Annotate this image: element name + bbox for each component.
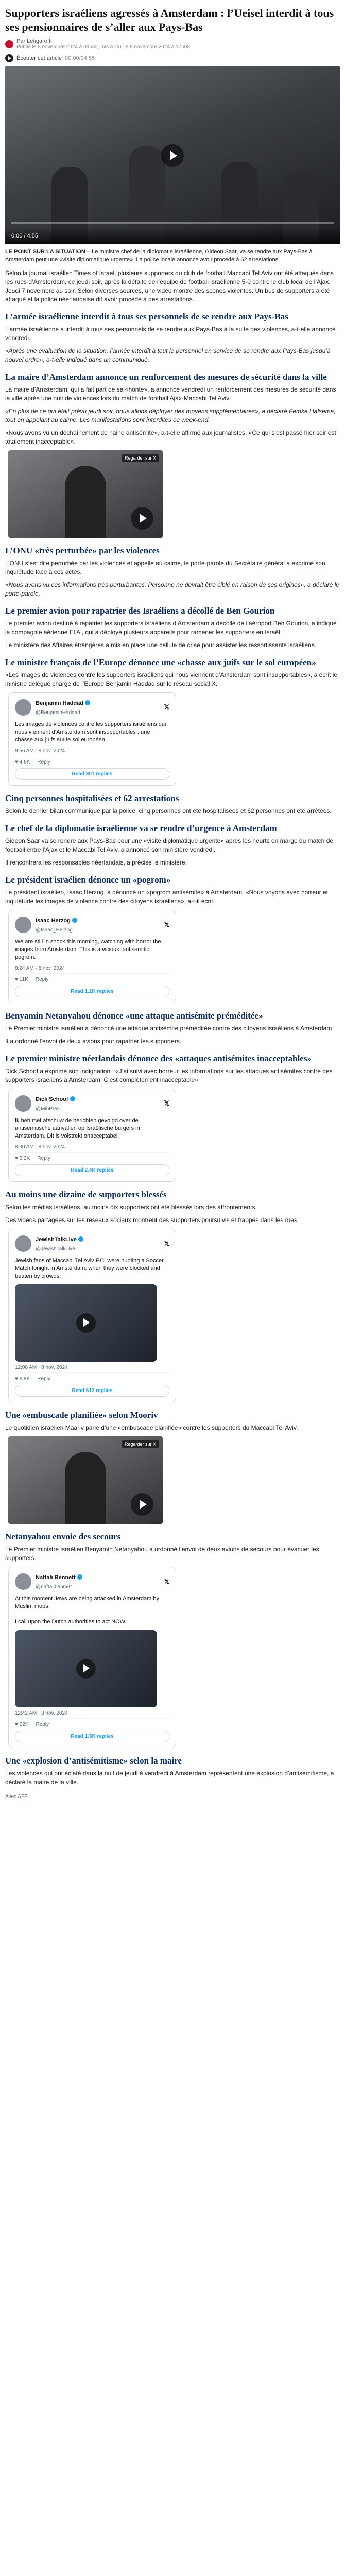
verified-badge-icon (70, 1096, 75, 1101)
tweet-author-handle[interactable]: @Isaac_Herzog (36, 927, 73, 933)
article-footer-note: Avec AFP (5, 1794, 28, 1800)
tweet-author-name[interactable]: Isaac Herzog (36, 918, 71, 924)
read-replies-link[interactable]: Read 301 replies (15, 768, 169, 780)
section-heading: Le président israélien dénonce un «pogrom» (5, 875, 171, 885)
embedded-video[interactable] (8, 1436, 163, 1524)
like-count[interactable]: ♥ 3.2K (15, 1156, 30, 1161)
video-figure (65, 1452, 106, 1524)
like-count[interactable]: ♥ 4.6K (15, 759, 30, 765)
x-logo-icon[interactable]: 𝕏 (164, 1099, 169, 1107)
tweet-embed[interactable] (8, 1567, 176, 1748)
section-paragraph: Le Premier ministre israélien a dénoncé une attaque antisémite préméditée contre des citoyens israéliens à Amsterdam. (5, 1025, 334, 1032)
avatar[interactable] (15, 1095, 31, 1112)
section-heading: La maire d’Amsterdam annonce un renforcement des mesures de sécurité dans la ville (5, 372, 327, 382)
tweet-actions (15, 756, 169, 765)
tweet-author (36, 698, 90, 717)
tweet-video[interactable] (15, 1284, 157, 1362)
reply-button[interactable]: Reply (35, 977, 49, 982)
tweet-author-name[interactable]: Benjamin Haddad (36, 700, 83, 706)
section-heading: Benyamin Netanyahou dénonce «une attaque antisémite préméditée» (5, 1011, 263, 1021)
like-count[interactable]: ♥ 9.8K (15, 1376, 30, 1382)
listen-label: Écouter cet article (16, 55, 62, 61)
verified-badge-icon (78, 1236, 83, 1242)
reply-button[interactable]: Reply (37, 759, 50, 765)
section-paragraph: «Nous avons vu ces informations très perturbantes. Personne ne devrait être ciblé en raison de ses origines», a déclaré le porte-parole. (5, 581, 340, 597)
reply-button[interactable]: Reply (36, 1722, 49, 1727)
avatar[interactable] (15, 1573, 31, 1590)
section-paragraph: Il a ordonné l’envoi de deux avions pour rapatrier les supporters. (5, 1038, 182, 1045)
tweet-author-name[interactable]: JewishTalkLive (36, 1236, 77, 1243)
tweet-timestamp[interactable]: 8:30 AM · 8 nov. 2024 (15, 1144, 65, 1150)
video-progress-bar[interactable] (11, 222, 334, 224)
play-icon[interactable] (161, 144, 184, 167)
tweet-author-handle[interactable]: @BenjaminHaddad (36, 710, 80, 716)
tweet-author-name[interactable]: Naftali Bennett (36, 1574, 76, 1581)
tweet-text: Les images de violences contre les supporters israéliens qui nous viennent d’Amsterdam sont insupportables : une chasse aux juifs sur le sol européen. (15, 721, 166, 743)
like-count[interactable]: ♥ 11K (15, 977, 28, 982)
section-paragraph: Les violences qui ont éclaté dans la nuit de jeudi à vendredi à Amsterdam représentent une explosion d’antisémitisme, a déclaré la maire de la ville. (5, 1770, 334, 1786)
section-paragraph: «Après une évaluation de la situation, l’armée interdit à tout le personnel en service de se rendre aux Pays-Bas jusqu’à nouvel ordre», a-t-elle indiqué dans un communiqué. (5, 347, 331, 363)
tweet-author (36, 916, 77, 934)
tweet-text: Ik heb met afschuw de berichten gevolgd over de antisemitische aanvallen op Israëlische burgers in Amsterdam. Dit is volstrekt onacceptabel. (15, 1117, 140, 1139)
tweet-header (15, 1094, 169, 1113)
verified-badge-icon (72, 918, 77, 923)
x-logo-icon[interactable]: 𝕏 (164, 1578, 169, 1585)
tweet-embed[interactable] (8, 1089, 176, 1182)
hero-video[interactable] (5, 66, 340, 244)
avatar[interactable] (15, 917, 31, 933)
read-replies-link[interactable]: Read 612 replies (15, 1385, 169, 1397)
section-paragraph: Le quotidien israélien Maariv parle d’une «embuscade planifiée» contre les supporters du Maccabi Tel Aviv. (5, 1424, 298, 1431)
section-heading: Le ministre français de l’Europe dénonce une «chasse aux juifs sur le sol européen» (5, 657, 316, 667)
reply-button[interactable]: Reply (37, 1376, 50, 1382)
avatar[interactable] (15, 699, 31, 716)
tweet-author (36, 1234, 83, 1253)
section-paragraph: Le Premier ministre israélien Benyamin Netanyahou a ordonné l’envoi de deux avions de secours pour évacuer les supporters. (5, 1546, 319, 1562)
play-icon[interactable] (131, 507, 153, 530)
video-source-label: Regarder sur X (122, 454, 159, 462)
tweet-text: We are still in shock this morning, watching with horror the images from Amsterdam. This is a vicious, antisemitic pogrom. (15, 939, 161, 960)
section-heading: Netanyahou envoie des secours (5, 1532, 121, 1541)
article-body (5, 311, 340, 1787)
section-paragraph: L’ONU s’est dite perturbée par les violences et appelle au calme, le porte-parole du Secrétaire général a exprimé son inquiétude face à ces actes. (5, 560, 325, 575)
tweet-header (15, 1572, 169, 1591)
tweet-header (15, 698, 169, 717)
play-audio-icon[interactable] (5, 54, 13, 62)
section-heading: Le chef de la diplomatie israélienne va se rendre d’urgence à Amsterdam (5, 823, 277, 833)
tweet-author-handle[interactable]: @MinPres (36, 1106, 60, 1112)
read-replies-link[interactable]: Read 1.1K replies (15, 986, 169, 997)
section-heading: Cinq personnes hospitalisées et 62 arrestations (5, 793, 179, 803)
play-icon[interactable] (76, 1659, 96, 1679)
section-heading: Le premier ministre néerlandais dénonce des «attaques antisémites inacceptables» (5, 1054, 312, 1063)
play-icon[interactable] (131, 1493, 153, 1516)
tweet-actions (15, 973, 169, 982)
tweet-actions (15, 1718, 169, 1727)
article-lead: Selon la journal israélien Times of Israel, plusieurs supporters du club de football Maccabi Tel Aviv ont été attaqués dans les rues d’Amsterdam, ce jeudi soir, après la défaite de l’équipe de football israélienne 5-0 contre le club local de l’Ajax. Jeudi 7 novembre au soir. Selon diverses sources, une vidéo montre des scènes violentes. Un bus de supporters a été attaqué et la police néerlandaise dit avoir procédé à des arrestations. (5, 269, 334, 303)
tweet-video[interactable] (15, 1630, 157, 1707)
tweet-text: Jewish fans of Maccabi Tel Aviv F.C. were hunting a Soccer Match tonight in Amsterdam, when they were blocked and beaten by crowds. (15, 1258, 164, 1279)
section-paragraph: Le ministère des Affaires étrangères a mis en place une cellule de crise pour assister les ressortissants israéliens. (5, 641, 317, 649)
section-paragraph: Le président israélien, Isaac Herzog, a dénoncé un «pogrom antisémite» à Amsterdam. «Nous voyons avec horreur et inquiétude les images de violence contre des citoyens israéliens», a-t-il écrit. (5, 889, 329, 905)
verified-badge-icon (85, 700, 90, 705)
tweet-actions (15, 1372, 169, 1382)
section-heading: Une «embuscade planifiée» selon Mooriv (5, 1410, 158, 1420)
tweet-author-name[interactable]: Dick Schoof (36, 1096, 68, 1103)
section-paragraph: Des vidéos partagées sur les réseaux sociaux montrent des supporters poursuivis et frappés dans les rues. (5, 1216, 299, 1224)
section-paragraph: Selon le dernier bilan communiqué par la police, cinq personnes ont été hospitalisées et 62 personnes ont été arrêtées. (5, 807, 332, 815)
listen-button[interactable] (5, 54, 340, 62)
section-heading: Une «explosion d’antisémitisme» selon la maire (5, 1756, 182, 1766)
tweet-header (15, 1234, 169, 1253)
byline-date: Publié le 8 novembre 2024 à 09h52, mis à jour le 8 novembre 2024 à 17h03 (16, 44, 190, 50)
section-paragraph: L’armée israélienne a interdit à tous ses personnels de se rendre aux Pays-Bas à la suite des violences, a-t-elle annoncé vendredi. (5, 326, 336, 342)
tweet-author-handle[interactable]: @naftalibennett (36, 1584, 72, 1590)
hero-caption: LE POINT SUR LA SITUATION – Le ministre chef de la diplomatie israélienne, Gideon Saar, va se rendre aux Pays-Bas à Amsterdam peut une «visite diplomatique urgente». La police locale annonce avoir procédé à 62 arrestations. (5, 249, 313, 263)
section-paragraph: Gideon Saar va se rendre aux Pays-Bas pour une «visite diplomatique urgente» après les heurts en marge du match de football entre l’Ajax et le Maccabi Tel Aviv, a annoncé son ministère vendredi. (5, 837, 334, 853)
video-figure (65, 466, 106, 538)
byline (5, 38, 340, 50)
publisher-logo-icon (5, 40, 13, 48)
section-paragraph: Le premier avion destiné à rapatrier les supporters israéliens d’Amsterdam a décollé de l’aéroport Ben Gourion, a indiqué la compagnie aérienne El Al, qui a déployé plusieurs appareils pour ramener les supporters en Israël. (5, 620, 337, 636)
tweet-text: At this moment Jews are being attacked in Amsterdam by Muslim mobs. I call upon the Dutch authorities to act NOW. (15, 1596, 160, 1625)
section-heading: Au moins une dizaine de supporters blessés (5, 1190, 167, 1199)
section-paragraph: La maire d’Amsterdam, qui a fait part de sa «honte», a annoncé vendredi un renforcement des mesures de sécurité dans la ville après une nuit de violences lors du match de football Ajax-Maccabi Tel Aviv. (5, 386, 336, 402)
x-logo-icon[interactable]: 𝕏 (164, 921, 169, 928)
section-heading: L’ONU «très perturbée» par les violences (5, 546, 160, 555)
embedded-video[interactable] (8, 450, 163, 538)
tweet-timestamp[interactable]: 12:42 AM · 8 nov. 2024 (15, 1710, 68, 1716)
section-paragraph: «En plus de ce qui était prévu jeudi soir, nous allons déployer des moyens supplémentaires», a déclaré Femke Halsema, tout en appelant au calme. Les manifestations sont interdites ce week-end. (5, 408, 336, 423)
section-paragraph: Il rencontrera les responsables néerlandais, a précisé le ministère. (5, 859, 187, 866)
read-replies-link[interactable]: Read 1.5K replies (15, 1731, 169, 1742)
video-timecode: 0:00 / 4:55 (5, 228, 340, 244)
tweet-header (15, 916, 169, 934)
read-replies-link[interactable]: Read 2.4K replies (15, 1164, 169, 1176)
verified-badge-icon (77, 1574, 82, 1580)
tweet-embed[interactable] (8, 692, 176, 786)
section-paragraph: «Nous avons vu un déchaînement de haine antisémite», a-t-elle affirmé aux journalistes. «Ce qui s’est passé hier soir est totalement inacceptable». (5, 429, 336, 445)
article-headline: Supporters israéliens agressés à Amsterdam : l’Ueisel interdit à tous ses pensionnaires de s’aller aux Pays-Bas (5, 7, 334, 33)
reply-button[interactable]: Reply (37, 1156, 50, 1161)
avatar[interactable] (15, 1235, 31, 1252)
listen-duration: 00:00/04:55 (65, 55, 95, 61)
section-paragraph: «Les images de violences contre les supporters israéliens qui nous viennent d’Amsterdam sont insupportables», a écrit le ministre délégué chargé de l’Europe Benjamin Haddad sur le réseau social X. (5, 671, 338, 687)
play-icon[interactable] (76, 1313, 96, 1333)
tweet-author (36, 1572, 82, 1591)
tweet-timestamp[interactable]: 9:56 AM · 8 nov. 2024 (15, 748, 65, 754)
x-logo-icon[interactable]: 𝕏 (164, 1240, 169, 1247)
section-paragraph: Dick Schoof a exprimé son indignation : «J’ai suivi avec horreur les informations sur les attaques antisémites contre des supporters israéliens à Amsterdam. C’est complètement inacceptable». (5, 1067, 333, 1083)
byline-author[interactable]: Par Lefigaro.fr (16, 38, 53, 44)
tweet-timestamp[interactable]: 12:08 AM · 8 nov. 2024 (15, 1365, 68, 1370)
tweet-embed[interactable] (8, 910, 176, 1003)
x-logo-icon[interactable]: 𝕏 (164, 703, 169, 711)
video-source-label: Regarder sur X (122, 1440, 159, 1448)
like-count[interactable]: ♥ 22K (15, 1722, 29, 1727)
tweet-author-handle[interactable]: @JewishTalkLive (36, 1246, 75, 1252)
section-heading: Le premier avion pour rapatrier des Israéliens a décollé de Ben Gourion (5, 606, 275, 616)
section-heading: L’armée israélienne interdit à tous ses personnels de se rendre aux Pays-Bas (5, 312, 288, 321)
tweet-author (36, 1094, 75, 1113)
hero-caption-title: LE POINT SUR LA SITUATION (5, 249, 85, 255)
tweet-embed[interactable] (8, 1229, 176, 1402)
tweet-timestamp[interactable]: 8:24 AM · 8 nov. 2024 (15, 965, 65, 971)
tweet-actions (15, 1152, 169, 1161)
hero-caption-text: Le ministre chef de la diplomatie israélienne, Gideon Saar, va se rendre aux Pays-Bas à Amsterdam peut une «visite diplomatique urgente». La police locale annonce avoir procédé à 62 arrestations. (5, 249, 313, 263)
section-paragraph: Selon les médias israéliens, au moins dix supporters ont été blessés lors des affrontements. (5, 1204, 257, 1211)
